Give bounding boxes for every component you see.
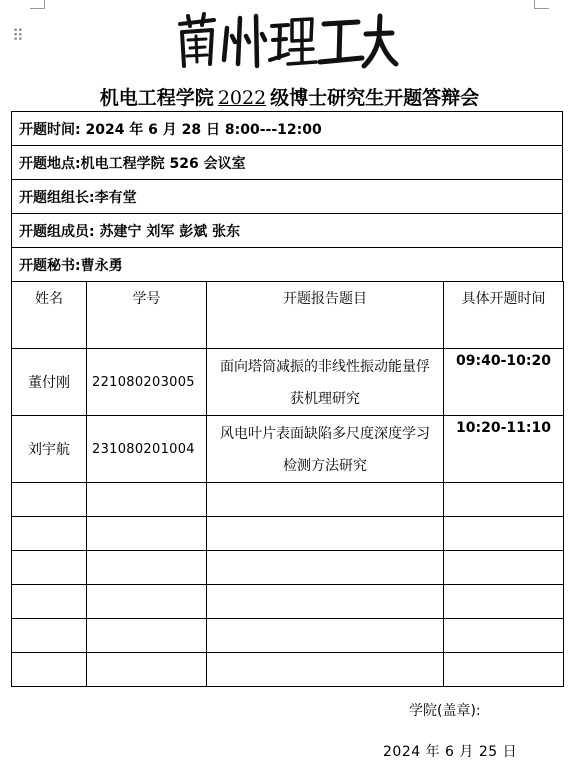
student-id: 221080203005 [87, 349, 207, 416]
university-calligraphy-logo [172, 10, 412, 72]
university-logo [172, 10, 412, 72]
secretary-field: 开题秘书:曹永勇 [12, 248, 563, 282]
empty-cell [444, 585, 564, 619]
issue-date: 2024 年 6 月 25 日 [383, 744, 518, 760]
title-event: 级博士研究生开题答辩会 [270, 87, 480, 109]
table-header-row [12, 282, 564, 349]
members-field: 开题组成员: 苏建宁 刘军 彭斌 张东 [12, 214, 563, 248]
student-name: 刘宇航 [12, 416, 87, 483]
table-row-empty [12, 653, 564, 687]
info-row-secretary [12, 248, 563, 282]
empty-cell [87, 653, 207, 687]
header-time: 具体开题时间 [444, 282, 564, 349]
title-college: 机电工程学院 [99, 87, 214, 109]
empty-cell [87, 619, 207, 653]
empty-cell [207, 551, 444, 585]
empty-cell [12, 585, 87, 619]
header-id: 学号 [87, 282, 207, 349]
empty-cell [444, 653, 564, 687]
page-corner-mark-left [30, 0, 45, 9]
empty-cell [12, 483, 87, 517]
empty-cell [12, 619, 87, 653]
info-row-leader [12, 180, 563, 214]
location-field: 开题地点:机电工程学院 526 会议室 [12, 146, 563, 180]
leader-field: 开题组组长:李有堂 [12, 180, 563, 214]
table-row-empty [12, 517, 564, 551]
info-row-time [12, 112, 563, 146]
table-row [12, 416, 564, 483]
empty-cell [87, 551, 207, 585]
empty-cell [12, 653, 87, 687]
header-name: 姓名 [12, 282, 87, 349]
empty-cell [207, 517, 444, 551]
empty-cell [444, 517, 564, 551]
time-field: 开题时间: 2024 年 6 月 28 日 8:00---12:00 [12, 112, 563, 146]
empty-cell [207, 585, 444, 619]
title-year: 2022 [217, 87, 267, 109]
empty-cell [12, 551, 87, 585]
info-row-members [12, 214, 563, 248]
empty-cell [87, 517, 207, 551]
page-corner-mark-right [534, 0, 549, 9]
page-title [0, 83, 579, 110]
table-row-empty [12, 483, 564, 517]
defense-time: 10:20-11:10 [444, 416, 564, 483]
table-row-empty [12, 585, 564, 619]
empty-cell [444, 551, 564, 585]
college-seal-label: 学院(盖章): [409, 703, 481, 719]
report-topic: 面向塔筒减振的非线性振动能量俘获机理研究 [207, 349, 444, 416]
student-id: 231080201004 [87, 416, 207, 483]
empty-cell [87, 585, 207, 619]
empty-cell [444, 483, 564, 517]
info-table [11, 111, 563, 282]
schedule-table [11, 281, 564, 687]
report-topic: 风电叶片表面缺陷多尺度深度学习检测方法研究 [207, 416, 444, 483]
empty-cell [87, 483, 207, 517]
empty-cell [207, 619, 444, 653]
info-row-location [12, 146, 563, 180]
empty-cell [444, 619, 564, 653]
drag-handle-icon[interactable]: ⠿ [12, 26, 23, 45]
header-topic: 开题报告题目 [207, 282, 444, 349]
empty-cell [207, 483, 444, 517]
empty-cell [207, 653, 444, 687]
table-row [12, 349, 564, 416]
student-name: 董付刚 [12, 349, 87, 416]
empty-cell [12, 517, 87, 551]
table-row-empty [12, 619, 564, 653]
table-row-empty [12, 551, 564, 585]
defense-time: 09:40-10:20 [444, 349, 564, 416]
